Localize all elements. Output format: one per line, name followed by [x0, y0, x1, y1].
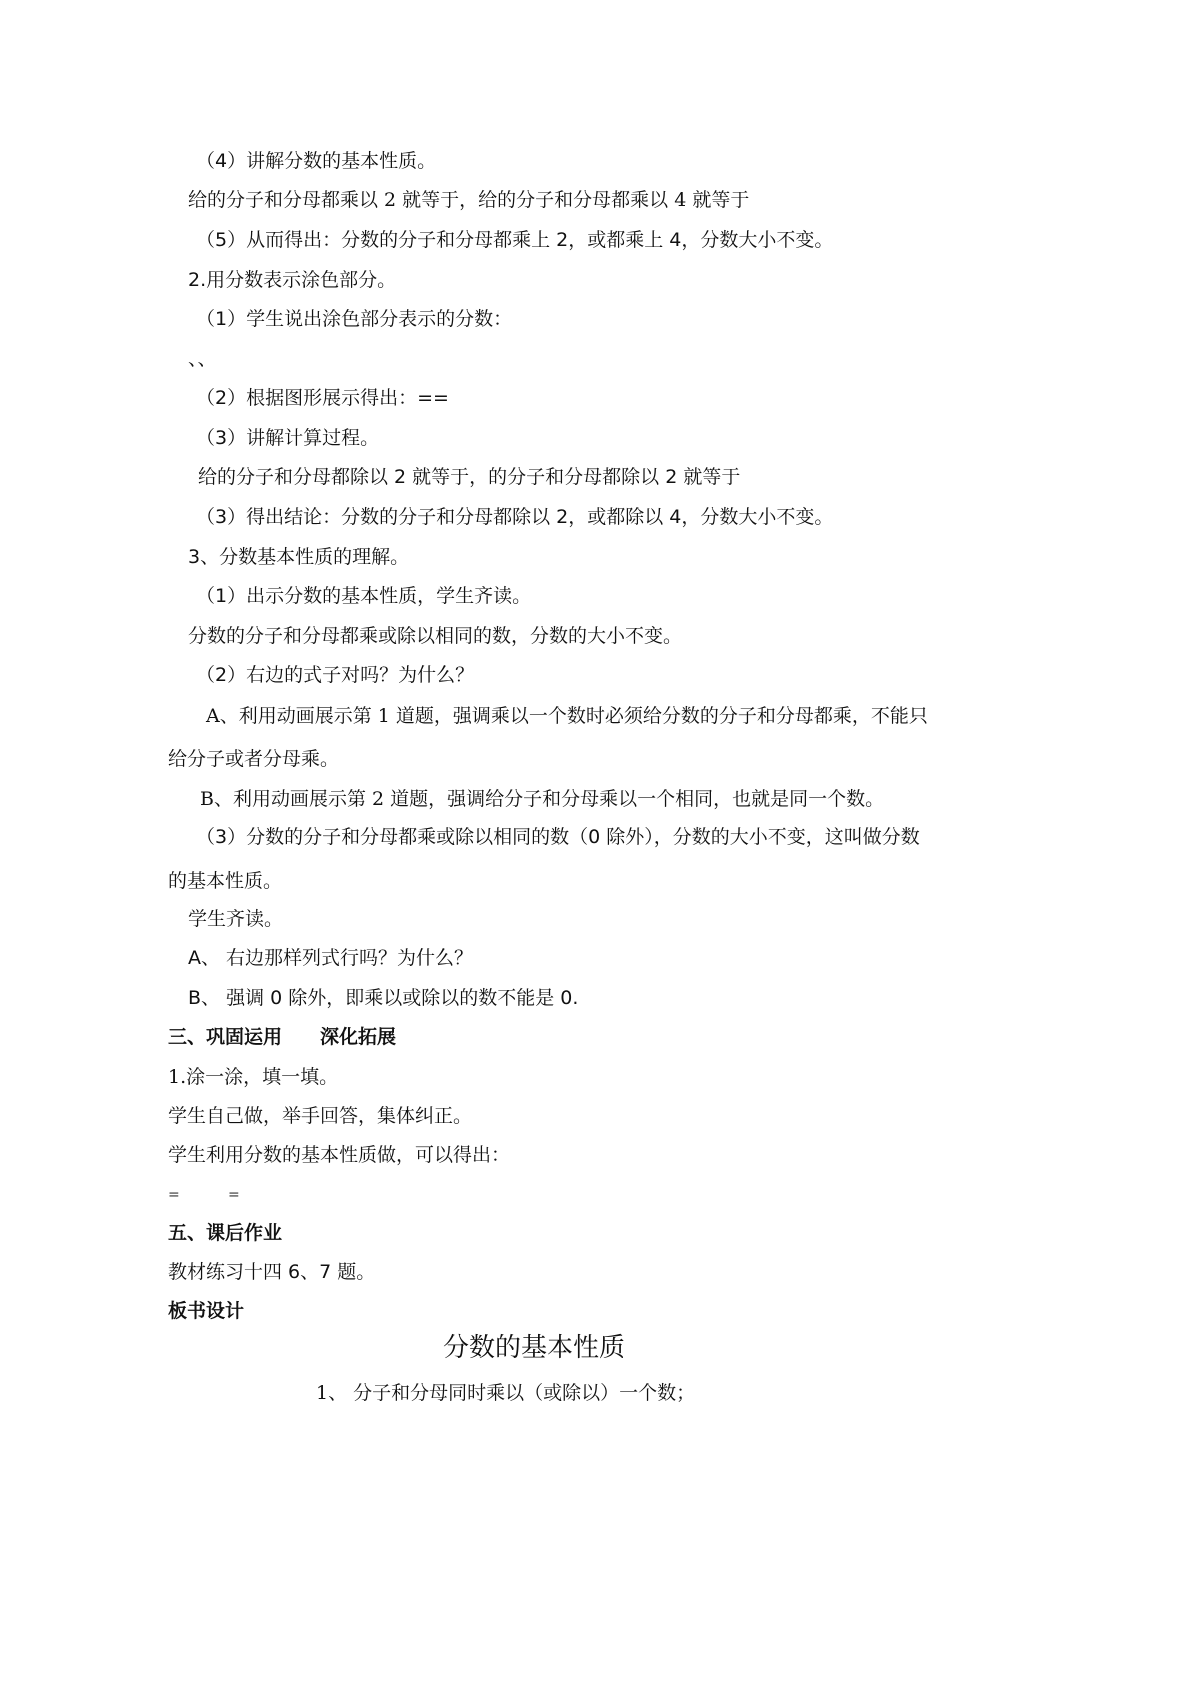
paragraph-step-1: （1）学生说出涂色部分表示的分数： [196, 308, 513, 330]
paragraph-step-4: （4）讲解分数的基本性质。 [196, 150, 437, 172]
paragraph-multiply-example: 给的分子和分母都乘以 2 就等于，给的分子和分母都乘以 4 就等于 [188, 189, 750, 211]
paragraph-property-statement: 分数的分子和分母都乘或除以相同的数，分数的大小不变。 [188, 625, 683, 647]
section-heading-3: 3、分数基本性质的理解。 [188, 546, 410, 568]
section-heading-2: 2.用分数表示涂色部分。 [188, 269, 397, 291]
paragraph-step-5: （5）从而得出：分数的分子和分母都乘上 2，或都乘上 4，分数大小不变。 [196, 229, 834, 251]
section-heading-consolidate: 三、巩固运用 深化拓展 [168, 1026, 397, 1048]
equals-sign-1: = [168, 1187, 180, 1203]
paragraph-fraction-list: 、、 [188, 348, 217, 370]
paragraph-student-work: 学生自己做，举手回答，集体纠正。 [168, 1105, 473, 1127]
paragraph-animation-a-cont: 给分子或者分母乘。 [168, 748, 340, 770]
paragraph-animation-b: B、利用动画展示第 2 道题，强调给分子和分母乘以一个相同，也就是同一个数。 [200, 788, 885, 810]
section-heading-board-design: 板书设计 [168, 1300, 245, 1322]
paragraph-divide-example: 给的分子和分母都除以 2 就等于，的分子和分母都除以 2 就等于 [198, 466, 741, 488]
paragraph-step-3: （3）讲解计算过程。 [196, 427, 380, 449]
paragraph-show-property: （1）出示分数的基本性质，学生齐读。 [196, 585, 532, 607]
board-title: 分数的基本性质 [443, 1333, 626, 1363]
paragraph-animation-a: A、利用动画展示第 1 道题，强调乘以一个数时必须给分数的分子和分母都乘，不能只 [206, 705, 928, 727]
section-heading-homework: 五、课后作业 [168, 1222, 283, 1244]
equals-sign-2: = [228, 1187, 240, 1203]
paragraph-item-a: A、 右边那样列式行吗？为什么？ [188, 947, 474, 969]
paragraph-homework: 教材练习十四 6、7 题。 [168, 1261, 376, 1283]
paragraph-full-property: （3）分数的分子和分母都乘或除以相同的数（0 除外），分数的大小不变，这叫做分数 [196, 826, 920, 848]
board-point-1: 1、 分子和分母同时乘以（或除以）一个数； [316, 1382, 696, 1404]
paragraph-step-2: （2）根据图形展示得出：== [196, 387, 449, 409]
paragraph-conclusion: （3）得出结论：分数的分子和分母都除以 2，或都除以 4，分数大小不变。 [196, 506, 834, 528]
paragraph-item-b: B、 强调 0 除外，即乘以或除以的数不能是 0. [188, 987, 579, 1009]
paragraph-student-result: 学生利用分数的基本性质做，可以得出： [168, 1144, 511, 1166]
paragraph-read-aloud: 学生齐读。 [188, 908, 284, 930]
paragraph-full-property-cont: 的基本性质。 [168, 870, 283, 892]
paragraph-question: （2）右边的式子对吗？为什么？ [196, 664, 475, 686]
paragraph-exercise-1: 1.涂一涂，填一填。 [168, 1066, 339, 1088]
